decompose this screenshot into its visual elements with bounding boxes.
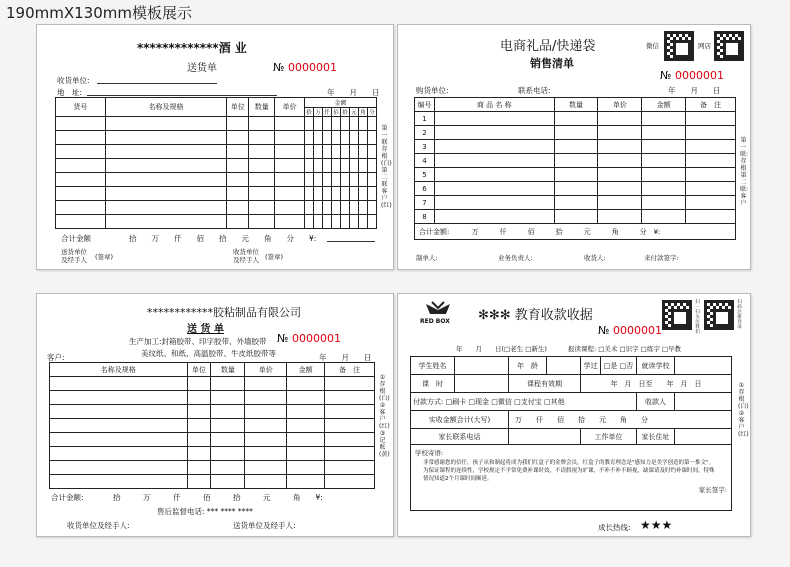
tape-delivery-note — [36, 293, 394, 537]
date-field: 年 月 日 — [668, 86, 721, 95]
logo-text: RED BOX — [420, 318, 450, 325]
amount-digit-header: 拾 — [340, 108, 349, 117]
card3-side-note: ①存根(白)②客户(红)③记账(黄) — [379, 374, 390, 458]
col-header: 数量 — [211, 363, 245, 377]
total-label: 合计金额: — [419, 227, 450, 236]
number-prefix: № — [660, 69, 672, 82]
total-units: 拾 万 仟 佰 拾 元 角 分 ¥: — [129, 234, 317, 243]
amount-label: 实收金额合计(大写) — [411, 411, 509, 429]
message-text: 非常感谢您的信任，孩子从和制起将成为我们红盒子的金牌会员，红盒子的教育理念是"感知力是美学创造的第一推文"。为保证课程的连续性，学校规定不平常免费补课时效，不请假视为旷课，不补不补不顾视，缺课请及时约补课时间，特殊情况知道2个月课时间顺延。 — [423, 460, 715, 482]
table-row — [56, 159, 377, 173]
amount-digit-header: 佰 — [332, 108, 341, 117]
card1-items-table — [55, 97, 377, 229]
total-units: 万 仟 佰 拾 元 角 分 ¥: — [471, 227, 661, 236]
table-row — [50, 419, 375, 433]
wechat-qr-label: 微信 — [646, 42, 659, 50]
total-label: 合计金额: — [51, 493, 84, 502]
amount-digit-header: 拾 — [305, 108, 314, 117]
table-row — [415, 182, 736, 196]
receiver-sign: 收货单位及经手人: — [67, 521, 130, 530]
total-label: 合计金额 — [61, 234, 91, 243]
service-phone: 售后监督电话: *** **** **** — [157, 507, 253, 516]
education-receipt — [397, 293, 751, 537]
col-header: 单位 — [227, 98, 249, 117]
age-label: 年 龄 — [509, 357, 547, 375]
card1-title: *************酒 业 — [137, 41, 247, 55]
col-header: 金额 — [642, 98, 686, 112]
footer-maker: 制单人: — [416, 254, 438, 262]
liquor-delivery-note — [36, 24, 394, 270]
row-number: 5 — [415, 168, 435, 182]
table-row — [50, 447, 375, 461]
table-row — [50, 377, 375, 391]
amount-digit-header: 分 — [367, 108, 376, 117]
card4-title: ✻✻✻ 教育收款收据 — [478, 308, 593, 323]
card2-side-note: 第一联:存根 第二联:客户 — [740, 137, 749, 207]
redbox-logo — [424, 300, 452, 316]
number-prefix: № — [273, 61, 285, 74]
validity-period: 年 月 日至 年 月 日 — [581, 375, 732, 393]
amount-digit-header: 元 — [349, 108, 358, 117]
serial-number: 0000001 — [612, 324, 662, 337]
student-name-label: 学生姓名 — [411, 357, 455, 375]
sender-sign-note: (签章) — [95, 253, 114, 261]
customer-label: 收货单位: — [57, 76, 90, 85]
lesson-label: 课 时 — [411, 375, 455, 393]
card2-subtitle: 销售清单 — [530, 57, 574, 70]
work-label: 工作单位 — [581, 429, 637, 445]
card3-number-block — [277, 332, 341, 345]
amount-digit-header: 仟 — [323, 108, 332, 117]
table-row — [415, 154, 736, 168]
hotline-label: 成长热线: — [598, 523, 631, 532]
col-header: 单价 — [245, 363, 287, 377]
card4-side-note: ①存根(白)②客户(红) — [738, 382, 749, 438]
card1-subtitle: 送货单 — [187, 63, 217, 74]
amount-digit-header: 角 — [358, 108, 367, 117]
col-header: 备 注 — [686, 98, 736, 112]
table-row — [415, 210, 736, 224]
date-field: 年 月 日 — [327, 88, 380, 97]
col-header: 编号 — [415, 98, 435, 112]
studied-no: □否 — [619, 361, 634, 370]
serial-number: 0000001 — [287, 61, 337, 74]
table-row — [415, 126, 736, 140]
table-row — [415, 196, 736, 210]
row-number: 2 — [415, 126, 435, 140]
validity-label: 课程有效期 — [509, 375, 581, 393]
col-header: 名称及规格 — [50, 363, 188, 377]
receiver-sign-note: (签章) — [265, 253, 284, 261]
row-number: 1 — [415, 112, 435, 126]
table-row — [50, 461, 375, 475]
table-row — [56, 173, 377, 187]
follow-qr-code-icon — [662, 300, 692, 330]
table-row — [56, 201, 377, 215]
course-options: 报读课程: □美术 □识字 □练字 □早教 — [568, 345, 682, 353]
date-field: 年 月 日 — [319, 353, 372, 362]
parent-phone-label: 家长联系电话 — [411, 429, 509, 445]
message-label: 学校寄语: — [415, 449, 444, 457]
col-header: 单价 — [275, 98, 305, 117]
card1-side-note: 第一联存根(白)第二联客户(红) — [381, 125, 392, 209]
table-row — [50, 391, 375, 405]
col-header: 名称及规格 — [105, 98, 227, 117]
register-qr-label: 扫码 注册登录 — [737, 300, 742, 330]
studied-label: 学过 — [581, 357, 601, 375]
col-header: 单价 — [598, 98, 642, 112]
table-row — [56, 187, 377, 201]
phone-label: 联系电话: — [518, 86, 551, 95]
amount-units: 万 仟 佰 拾 元 角 分 — [509, 411, 732, 429]
business-scope-1: 生产加工:封箱胶带、印字胶带、外墙胶带 — [129, 337, 267, 346]
receiver-label: 收款人 — [637, 393, 675, 411]
row-number: 7 — [415, 196, 435, 210]
table-row — [415, 140, 736, 154]
receiver-sign-label: 收货单位 及经手人 — [233, 248, 259, 264]
redbox-logo-icon — [424, 300, 452, 316]
col-header: 数量 — [554, 98, 598, 112]
register-qr-code-icon — [704, 300, 734, 330]
payment-label: 付款方式: — [413, 397, 444, 406]
col-header: 数量 — [249, 98, 275, 117]
serial-number: 0000001 — [291, 332, 341, 345]
shop-qr-code-icon — [714, 31, 744, 61]
sender-sign: 送货单位及经手人: — [233, 521, 296, 530]
sender-sign-label: 送货单位 及经手人 — [61, 248, 87, 264]
follow-qr-label: 扫一扫 关注我们 — [695, 300, 700, 335]
row-number: 4 — [415, 154, 435, 168]
card3-subtitle: 送 货 单 — [187, 324, 224, 335]
footer-receiver: 收货人: — [584, 254, 606, 262]
col-header: 货号 — [56, 98, 106, 117]
hotline-stars: ★★★ — [640, 518, 673, 532]
card3-items-table — [49, 362, 375, 489]
col-header: 金额 — [305, 98, 377, 108]
col-header: 金额 — [287, 363, 325, 377]
table-row — [415, 168, 736, 182]
template-banner: 190mmX130mm模板展示 — [6, 4, 192, 22]
wechat-qr-code-icon — [664, 31, 694, 61]
amount-digit-header: 万 — [314, 108, 323, 117]
number-prefix: № — [598, 324, 610, 337]
serial-number: 0000001 — [674, 69, 724, 82]
customer-label: 客户: — [47, 353, 65, 362]
ecommerce-sales-list — [397, 24, 751, 270]
table-row — [50, 475, 375, 489]
payment-options: □刷卡 □现金 □微信 □支付宝 □其他 — [445, 397, 565, 406]
number-prefix: № — [277, 332, 289, 345]
row-number: 3 — [415, 140, 435, 154]
school-label: 就读学校 — [637, 357, 675, 375]
table-row — [56, 131, 377, 145]
school-message-box — [411, 445, 732, 511]
footer-manager: 业务负责人: — [498, 254, 533, 262]
card1-number-block — [273, 61, 337, 74]
card4-number-block — [598, 324, 662, 337]
studied-yes: □是 — [603, 361, 618, 370]
home-label: 家长住址 — [637, 429, 675, 445]
card2-number-block — [660, 69, 724, 82]
card3-title: ************胶粘制品有限公司 — [147, 306, 301, 319]
table-row — [50, 405, 375, 419]
row-number: 6 — [415, 182, 435, 196]
row-number: 8 — [415, 210, 435, 224]
table-row — [56, 117, 377, 131]
parent-sign: 家长签字: — [698, 486, 727, 494]
col-header: 备 注 — [325, 363, 375, 377]
card2-items-table — [414, 97, 736, 240]
payment-row — [411, 393, 637, 411]
footer-payer: 来付款签字: — [644, 254, 679, 262]
table-row — [56, 215, 377, 229]
buyer-label: 购货单位: — [416, 86, 449, 95]
col-header: 单位 — [187, 363, 211, 377]
table-row — [415, 112, 736, 126]
col-header: 商 品 名 称 — [434, 98, 554, 112]
shop-qr-label: 网店 — [698, 42, 711, 50]
table-row — [56, 145, 377, 159]
date-student-type: 年 月 日(□老生 □新生) — [456, 345, 547, 353]
table-row — [50, 433, 375, 447]
business-scope-2: 美纹纸、和纸、高温胶带、牛皮纸胶带等 — [141, 349, 276, 358]
address-label: 地 址: — [57, 88, 83, 97]
card4-receipt-table — [410, 356, 732, 511]
total-row — [415, 224, 736, 240]
total-units: 拾 万 仟 佰 拾 元 角 ¥: — [113, 493, 323, 502]
card2-title: 电商礼品/快递袋 — [500, 39, 596, 54]
